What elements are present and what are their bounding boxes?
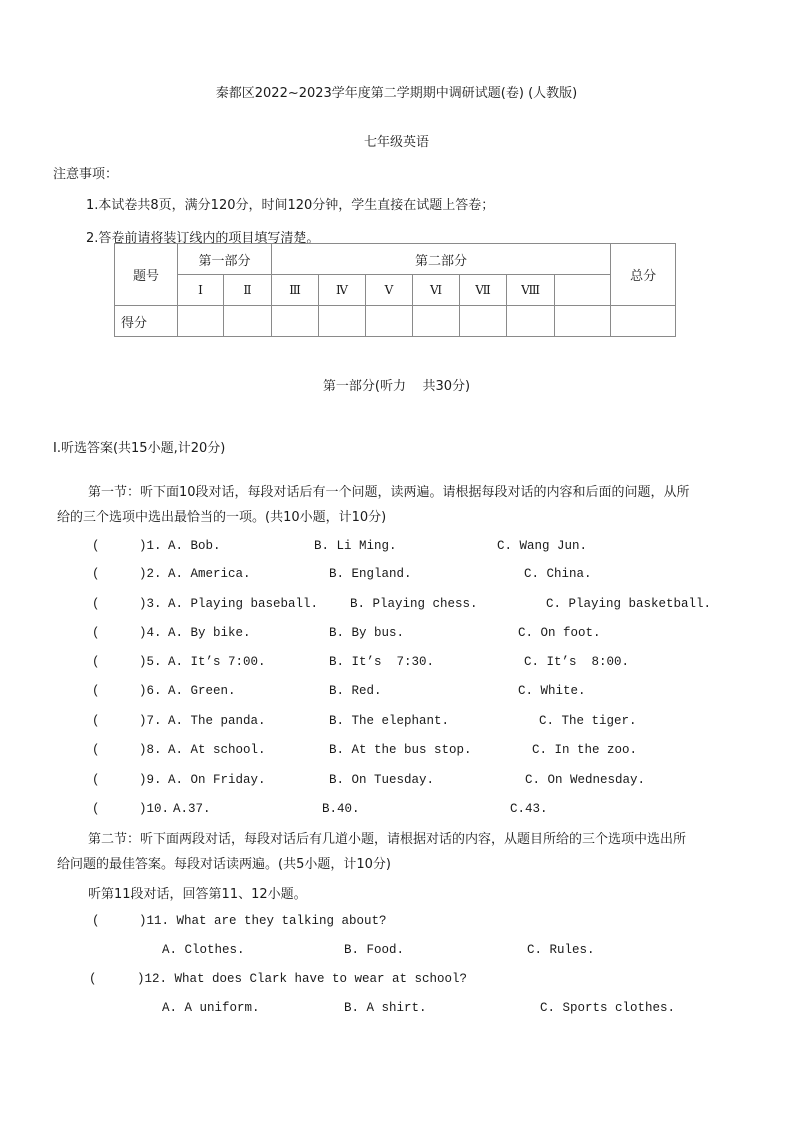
notice-heading: 注意事项：	[53, 167, 119, 182]
option-b: B. Playing chess.	[350, 597, 478, 611]
option-a: A. Bob.	[168, 539, 221, 553]
option-a: A. The panda.	[168, 714, 266, 728]
option-a: A. Green.	[168, 684, 236, 698]
score-cell	[507, 306, 555, 337]
dialog-11-intro: 听第11段对话，回答第11、12小题。	[88, 887, 307, 902]
option-c: C. The tiger.	[539, 714, 637, 728]
question-number: )4.	[139, 626, 162, 640]
score-cell	[224, 306, 272, 337]
option-b: B. Red.	[329, 684, 382, 698]
option-c: C. Playing basketball.	[546, 597, 712, 611]
score-cell	[555, 306, 611, 337]
answer-bracket[interactable]: (	[92, 655, 100, 669]
table-numeral: Ⅵ	[413, 275, 460, 306]
question-12-stem: )12. What does Clark have to wear at school?	[137, 972, 468, 986]
answer-bracket[interactable]: (	[92, 743, 100, 757]
option-a: A.37.	[173, 802, 211, 816]
table-header-tihao: 题号	[115, 244, 178, 306]
option-b: B. The elephant.	[329, 714, 450, 728]
notice-item-2: 2.答卷前请将装订线内的项目填写清楚。	[86, 231, 320, 246]
score-cell	[460, 306, 507, 337]
option-b: B. Food.	[344, 943, 405, 957]
notice-item-1: 1.本试卷共8页，满分120分，时间120分钟，学生直接在试题上答卷；	[86, 198, 495, 213]
option-c: C. White.	[518, 684, 586, 698]
table-header-part1: 第一部分	[178, 244, 272, 275]
option-c: C. Sports clothes.	[540, 1001, 676, 1015]
answer-bracket[interactable]: (	[92, 684, 100, 698]
table-score-label: 得分	[115, 306, 178, 337]
table-numeral	[555, 275, 611, 306]
option-b: B.40.	[322, 802, 360, 816]
option-a: A. Clothes.	[162, 943, 245, 957]
answer-bracket[interactable]: (	[92, 597, 100, 611]
answer-bracket[interactable]: (	[92, 626, 100, 640]
option-a: A. Playing baseball.	[168, 597, 319, 611]
sub-section-1-instruction-cont: 给的三个选项中选出最恰当的一项。(共10小题，计10分)	[57, 510, 387, 525]
option-c: C. Wang Jun.	[497, 539, 588, 553]
option-b: B. At the bus stop.	[329, 743, 472, 757]
option-c: C. On foot.	[518, 626, 601, 640]
option-b: B. England.	[329, 567, 412, 581]
option-c: C. On Wednesday.	[525, 773, 646, 787]
answer-bracket[interactable]: (	[92, 914, 100, 928]
score-cell	[611, 306, 676, 337]
table-numeral: Ⅶ	[460, 275, 507, 306]
question-number: )5.	[139, 655, 162, 669]
score-cell	[319, 306, 366, 337]
table-numeral: I	[178, 275, 224, 306]
option-a: A. America.	[168, 567, 251, 581]
option-a: A. On Friday.	[168, 773, 266, 787]
answer-bracket[interactable]: (	[92, 567, 100, 581]
option-b: B. By bus.	[329, 626, 405, 640]
table-numeral: Ⅴ	[366, 275, 413, 306]
section-heading: Ⅰ.听选答案(共15小题,计20分)	[53, 441, 226, 456]
table-numeral: Ⅱ	[224, 275, 272, 306]
exam-subtitle: 七年级英语	[363, 135, 429, 150]
question-number: )8.	[139, 743, 162, 757]
answer-bracket[interactable]: (	[92, 773, 100, 787]
question-number: )10.	[139, 802, 170, 816]
answer-bracket[interactable]: (	[92, 802, 100, 816]
option-c: C. Rules.	[527, 943, 595, 957]
score-table	[114, 243, 676, 337]
option-a: A. It’s 7:00.	[168, 655, 266, 669]
sub-section-2-instruction: 第二节：听下面两段对话，每段对话后有几道小题，请根据对话的内容，从题目所给的三个选项中选出所	[88, 832, 687, 847]
part-one-title: 第一部分(听力 共30分)	[322, 379, 471, 394]
question-11-stem: )11. What are they talking about?	[139, 914, 387, 928]
option-b: B. A shirt.	[344, 1001, 427, 1015]
option-b: B. Li Ming.	[314, 539, 397, 553]
sub-section-2-instruction-cont: 给问题的最佳答案。每段对话读两遍。(共5小题，计10分)	[57, 857, 391, 872]
answer-bracket[interactable]: (	[89, 972, 97, 986]
option-a: A. A uniform.	[162, 1001, 260, 1015]
exam-title: 秦都区2022~2023学年度第二学期期中调研试题(卷) (人教版)	[215, 86, 578, 101]
score-cell	[413, 306, 460, 337]
option-b: B. On Tuesday.	[329, 773, 435, 787]
question-number: )2.	[139, 567, 162, 581]
option-c: C. China.	[524, 567, 592, 581]
option-a: A. At school.	[168, 743, 266, 757]
question-number: )6.	[139, 684, 162, 698]
sub-section-1-instruction: 第一节：听下面10段对话，每段对话后有一个问题，读两遍。请根据每段对话的内容和后面的问题，从所	[88, 485, 690, 500]
question-number: )3.	[139, 597, 162, 611]
option-c: C. In the zoo.	[532, 743, 638, 757]
question-number: )1.	[139, 539, 162, 553]
table-numeral: Ⅳ	[319, 275, 366, 306]
question-number: )7.	[139, 714, 162, 728]
score-cell	[272, 306, 319, 337]
score-cell	[178, 306, 224, 337]
table-header-part2: 第二部分	[272, 244, 611, 275]
answer-bracket[interactable]: (	[92, 714, 100, 728]
table-numeral: Ⅲ	[272, 275, 319, 306]
option-c: C.43.	[510, 802, 548, 816]
option-b: B. It’s 7:30.	[329, 655, 435, 669]
score-cell	[366, 306, 413, 337]
question-number: )9.	[139, 773, 162, 787]
option-c: C. It’s 8:00.	[524, 655, 630, 669]
answer-bracket[interactable]: (	[92, 539, 100, 553]
table-numeral: Ⅷ	[507, 275, 555, 306]
table-header-total: 总分	[611, 244, 676, 306]
option-a: A. By bike.	[168, 626, 251, 640]
